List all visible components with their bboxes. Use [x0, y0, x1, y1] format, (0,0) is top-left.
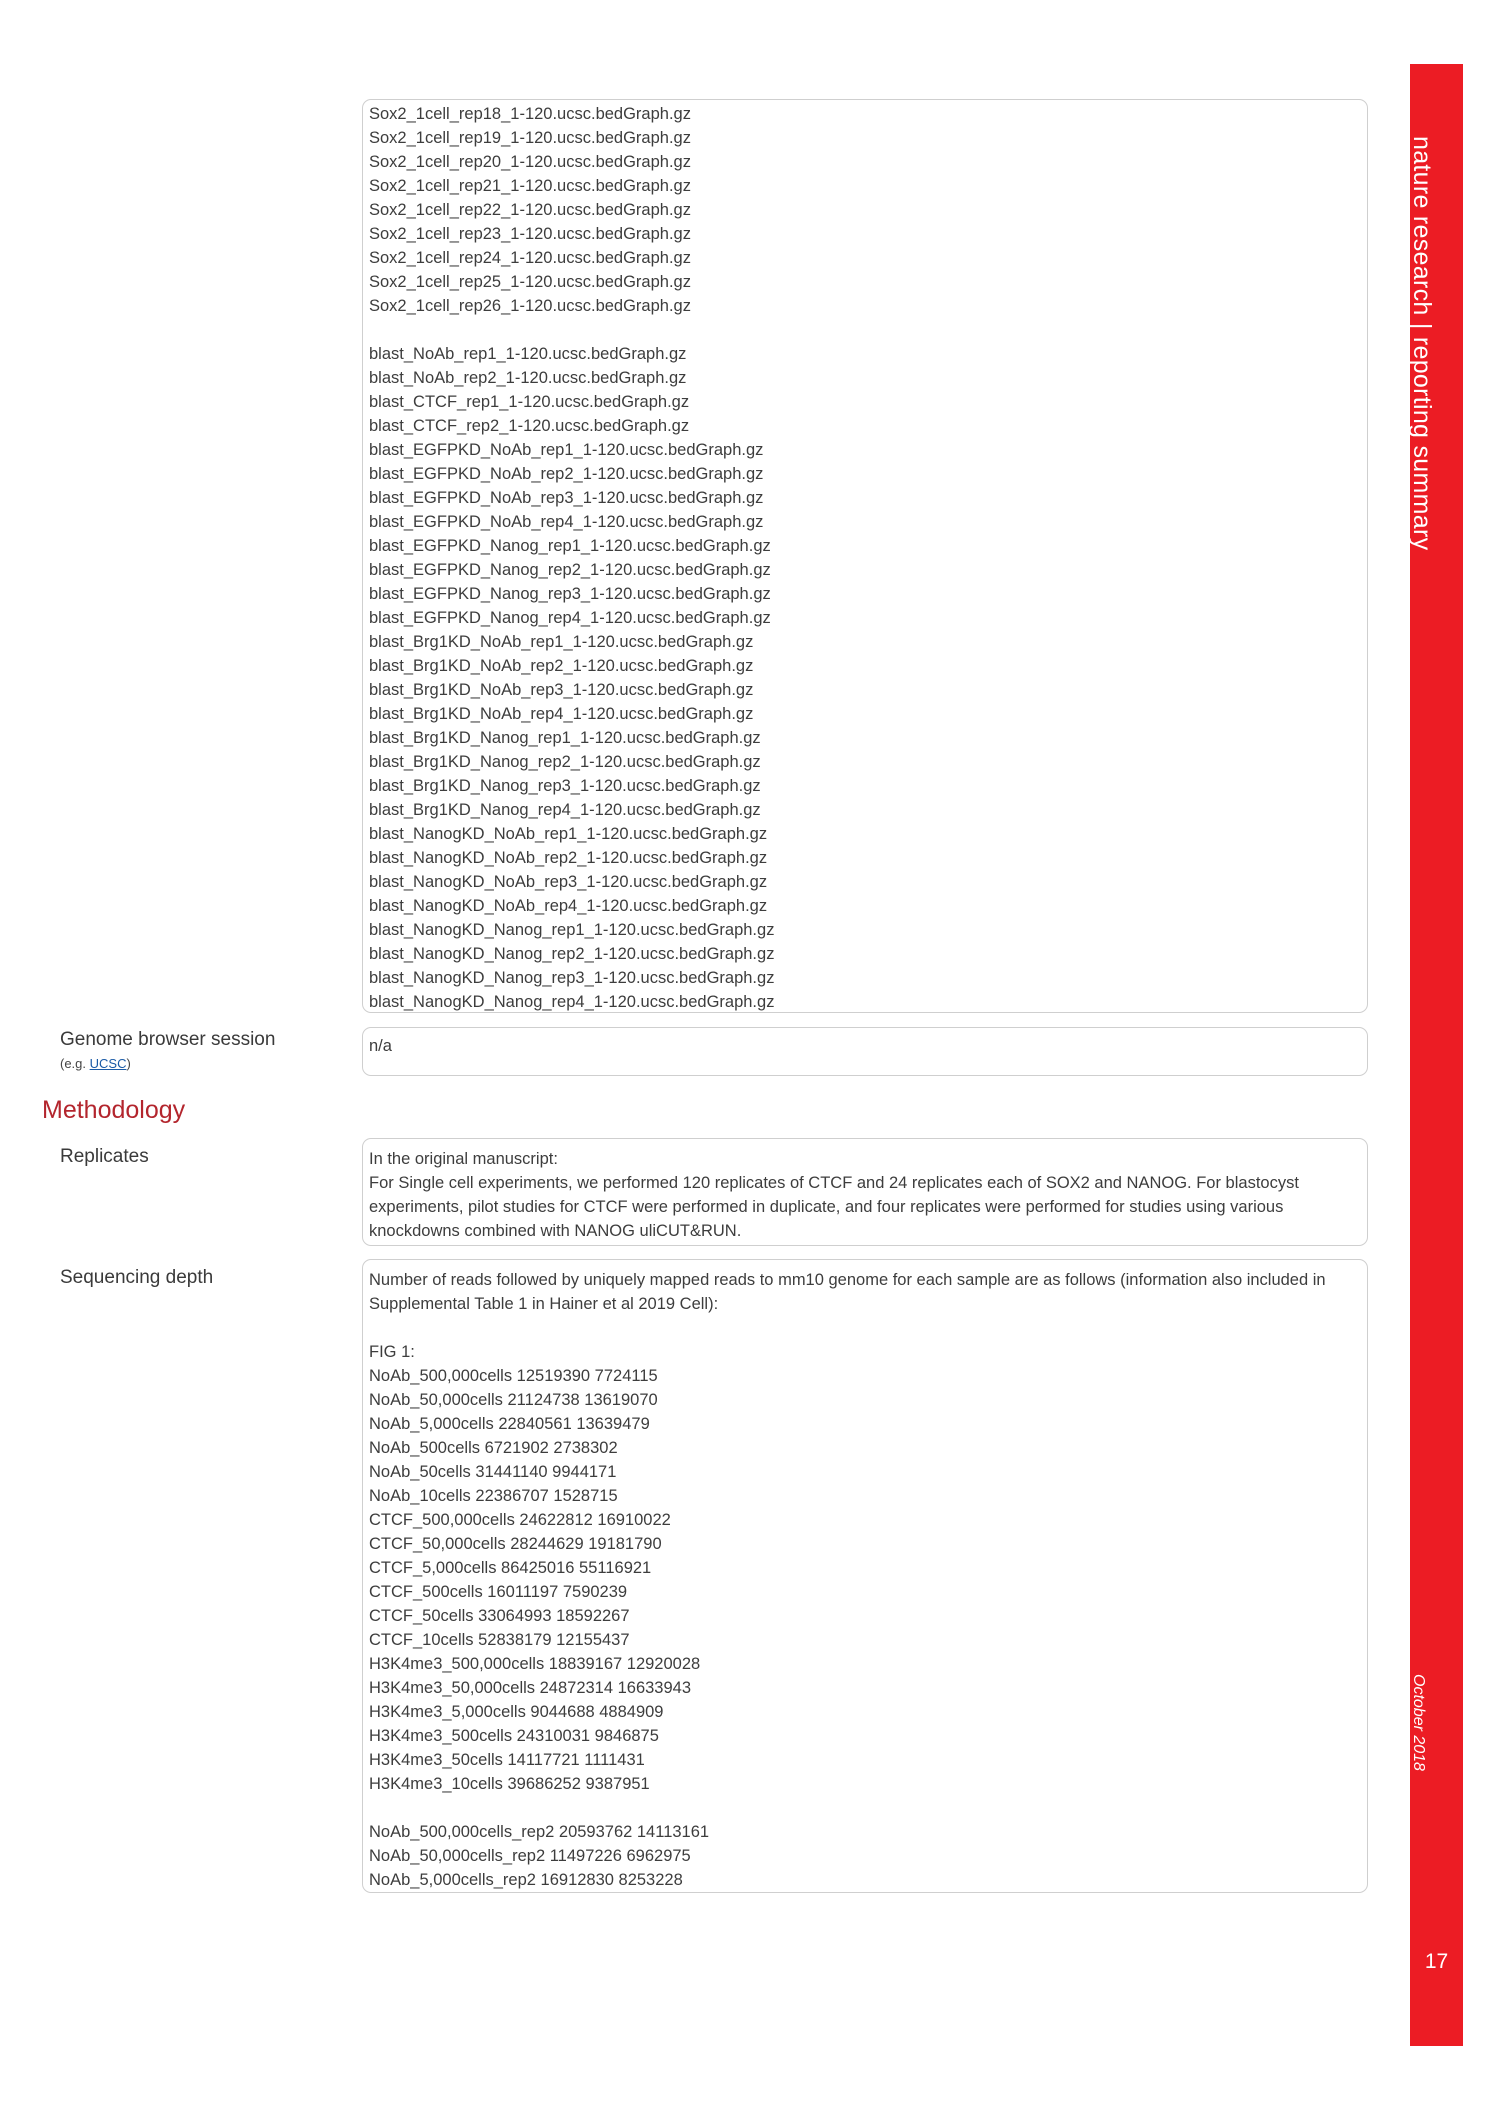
replicates-box [362, 1138, 1368, 1246]
depth-entry: CTCF_10cells 52838179 12155437 [369, 1631, 630, 1649]
page-number: 17 [1424, 1950, 1449, 1973]
file-entry: Sox2_1cell_rep21_1-120.ucsc.bedGraph.gz [369, 177, 691, 195]
depth-entry: NoAb_500,000cells_rep2 20593762 14113161 [369, 1823, 710, 1841]
file-entry: Sox2_1cell_rep22_1-120.ucsc.bedGraph.gz [369, 201, 691, 219]
file-entry: Sox2_1cell_rep20_1-120.ucsc.bedGraph.gz [369, 153, 691, 171]
genome-browser-value: n/a [369, 1037, 392, 1055]
replicates-line-1: In the original manuscript: [369, 1150, 558, 1168]
depth-entry: NoAb_500,000cells 12519390 7724115 [369, 1367, 658, 1385]
replicates-line-2: For Single cell experiments, we performed 120 replicates of CTCF and 24 replicates each of SOX2 and NANOG. For blastocyst experiments, pilot studies for CTCF were performed in duplicate, and four replicates were performed for studies using various knockdowns combined with NANOG uliCUT&RUN. [369, 1174, 1299, 1240]
file-entry: Sox2_1cell_rep18_1-120.ucsc.bedGraph.gz [369, 105, 691, 123]
depth-entry: H3K4me3_500,000cells 18839167 12920028 [369, 1655, 701, 1673]
depth-entry: CTCF_50,000cells 28244629 19181790 [369, 1535, 662, 1553]
depth-entry: CTCF_5,000cells 86425016 55116921 [369, 1559, 652, 1577]
file-entry: blast_CTCF_rep1_1-120.ucsc.bedGraph.gz [369, 393, 690, 411]
depth-entry: H3K4me3_5,000cells 9044688 4884909 [369, 1703, 664, 1721]
file-entry: blast_EGFPKD_NoAb_rep1_1-120.ucsc.bedGraph.gz [369, 441, 764, 459]
file-entry: blast_EGFPKD_Nanog_rep4_1-120.ucsc.bedGraph.gz [369, 609, 771, 627]
files-list-box [362, 99, 1368, 1013]
sequencing-depth-intro: Number of reads followed by uniquely mapped reads to mm10 genome for each sample are as follows (information also included in Supplemental Table 1 in Hainer et al 2019 Cell): [369, 1271, 1326, 1313]
file-entry: blast_CTCF_rep2_1-120.ucsc.bedGraph.gz [369, 417, 690, 435]
methodology-heading: Methodology [42, 1096, 186, 1124]
file-entry: blast_NoAb_rep1_1-120.ucsc.bedGraph.gz [369, 345, 687, 363]
depth-entry [369, 1316, 1361, 1340]
file-entry: blast_Brg1KD_Nanog_rep3_1-120.ucsc.bedGraph.gz [369, 777, 761, 795]
depth-entry: H3K4me3_10cells 39686252 9387951 [369, 1775, 650, 1793]
file-entry: blast_NanogKD_NoAb_rep1_1-120.ucsc.bedGraph.gz [369, 825, 768, 843]
file-entry: blast_NoAb_rep2_1-120.ucsc.bedGraph.gz [369, 369, 687, 387]
file-entry: blast_Brg1KD_Nanog_rep1_1-120.ucsc.bedGraph.gz [369, 729, 761, 747]
file-entry: blast_Brg1KD_NoAb_rep4_1-120.ucsc.bedGraph.gz [369, 705, 754, 723]
file-entry: blast_EGFPKD_NoAb_rep4_1-120.ucsc.bedGraph.gz [369, 513, 764, 531]
depth-entry: NoAb_5,000cells_rep2 16912830 8253228 [369, 1871, 683, 1889]
replicates-label: Replicates [60, 1146, 149, 1167]
files-list [369, 102, 1361, 1013]
depth-entry: NoAb_5,000cells 22840561 13639479 [369, 1415, 650, 1433]
example-suffix: ) [126, 1056, 131, 1071]
depth-entry: H3K4me3_50,000cells 24872314 16633943 [369, 1679, 692, 1697]
depth-entry: NoAb_500cells 6721902 2738302 [369, 1439, 618, 1457]
file-entry: blast_NanogKD_NoAb_rep4_1-120.ucsc.bedGraph.gz [369, 897, 768, 915]
depth-entry: FIG 1: [369, 1343, 415, 1361]
file-entry: blast_NanogKD_Nanog_rep4_1-120.ucsc.bedGraph.gz [369, 993, 775, 1011]
depth-entry [369, 1796, 1361, 1820]
file-entry: blast_Brg1KD_NoAb_rep2_1-120.ucsc.bedGraph.gz [369, 657, 754, 675]
sequencing-depth-box [362, 1259, 1368, 1893]
file-entry: blast_EGFPKD_Nanog_rep1_1-120.ucsc.bedGraph.gz [369, 537, 771, 555]
depth-entry: CTCF_50cells 33064993 18592267 [369, 1607, 630, 1625]
file-entry: blast_NanogKD_Nanog_rep1_1-120.ucsc.bedGraph.gz [369, 921, 775, 939]
file-entry: Sox2_1cell_rep19_1-120.ucsc.bedGraph.gz [369, 129, 691, 147]
sequencing-depth-label: Sequencing depth [60, 1267, 214, 1288]
ucsc-link[interactable]: UCSC [89, 1056, 127, 1071]
document-date: October 2018 [1410, 1674, 1427, 1771]
depth-entry: CTCF_500,000cells 24622812 16910022 [369, 1511, 671, 1529]
file-entry: blast_NanogKD_NoAb_rep3_1-120.ucsc.bedGraph.gz [369, 873, 768, 891]
genome-browser-box [362, 1027, 1368, 1076]
file-entry: blast_NanogKD_Nanog_rep3_1-120.ucsc.bedGraph.gz [369, 969, 775, 987]
depth-entry: CTCF_500cells 16011197 7590239 [369, 1583, 628, 1601]
file-entry: blast_EGFPKD_Nanog_rep3_1-120.ucsc.bedGraph.gz [369, 585, 771, 603]
sequencing-depth-list [369, 1316, 1361, 1892]
file-entry [369, 318, 1361, 342]
file-entry: blast_Brg1KD_Nanog_rep2_1-120.ucsc.bedGraph.gz [369, 753, 761, 771]
depth-entry: NoAb_50,000cells_rep2 11497226 6962975 [369, 1847, 691, 1865]
journal-title: nature research | reporting summary [1408, 136, 1436, 551]
file-entry: blast_NanogKD_Nanog_rep2_1-120.ucsc.bedGraph.gz [369, 945, 775, 963]
file-entry: Sox2_1cell_rep24_1-120.ucsc.bedGraph.gz [369, 249, 691, 267]
file-entry: blast_EGFPKD_NoAb_rep2_1-120.ucsc.bedGraph.gz [369, 465, 764, 483]
file-entry: blast_Brg1KD_Nanog_rep4_1-120.ucsc.bedGraph.gz [369, 801, 761, 819]
file-entry: blast_NanogKD_NoAb_rep2_1-120.ucsc.bedGraph.gz [369, 849, 768, 867]
file-entry: blast_EGFPKD_NoAb_rep3_1-120.ucsc.bedGraph.gz [369, 489, 764, 507]
file-entry: blast_Brg1KD_NoAb_rep3_1-120.ucsc.bedGraph.gz [369, 681, 754, 699]
file-entry: Sox2_1cell_rep26_1-120.ucsc.bedGraph.gz [369, 297, 691, 315]
example-prefix: (e.g. [60, 1056, 90, 1071]
file-entry: Sox2_1cell_rep25_1-120.ucsc.bedGraph.gz [369, 273, 691, 291]
file-entry: blast_EGFPKD_Nanog_rep2_1-120.ucsc.bedGraph.gz [369, 561, 771, 579]
depth-entry: H3K4me3_50cells 14117721 1111431 [369, 1751, 645, 1769]
depth-entry: NoAb_10cells 22386707 1528715 [369, 1487, 618, 1505]
genome-browser-example [60, 1056, 131, 1071]
file-entry: Sox2_1cell_rep23_1-120.ucsc.bedGraph.gz [369, 225, 691, 243]
genome-browser-label: Genome browser session [60, 1029, 276, 1050]
depth-entry: NoAb_50,000cells 21124738 13619070 [369, 1391, 658, 1409]
depth-entry: NoAb_50cells 31441140 9944171 [369, 1463, 617, 1481]
file-entry: blast_Brg1KD_NoAb_rep1_1-120.ucsc.bedGraph.gz [369, 633, 754, 651]
depth-entry: H3K4me3_500cells 24310031 9846875 [369, 1727, 659, 1745]
